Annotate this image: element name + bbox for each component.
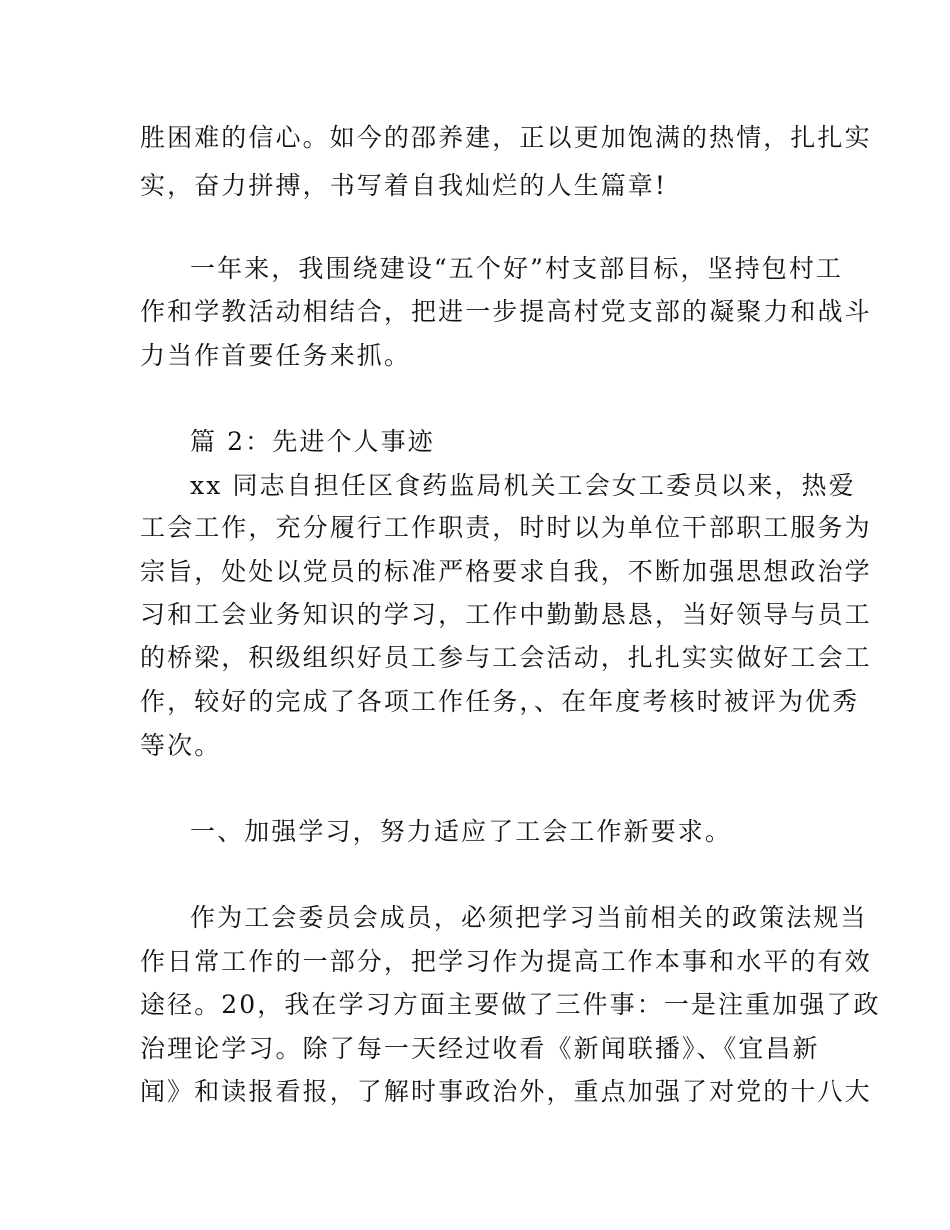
text-line: 作和学教活动相结合，把进一步提高村党支部的凝聚力和战斗 <box>140 297 872 326</box>
text-line: 作为工会委员会成员，必须把学习当前相关的政策法规当 <box>190 903 868 932</box>
text-line: 作，较好的完成了各项工作任务，、在年度考核时被评为优秀 <box>140 687 860 716</box>
text-line: 习和工会业务知识的学习，工作中勤勤恳恳，当好领导与员工 <box>140 600 872 629</box>
text-line: 力当作首要任务来抓。 <box>140 341 412 370</box>
section-heading: 篇 2：先进个人事迹 <box>190 427 435 456</box>
text-line: 的桥梁，积级组织好员工参与工会活动，扎扎实实做好工会工 <box>140 643 872 672</box>
text-line: 一年来，我围绕建设“五个好”村支部目标，坚持包村工 <box>190 254 844 283</box>
text-line: 胜困难的信心。如今的邵养建，正以更加饱满的热情，扎扎实 <box>140 123 872 152</box>
text-line: 等次。 <box>140 731 222 760</box>
text-line: 实，奋力拼搏，书写着自我灿烂的人生篇章! <box>140 171 668 200</box>
text-line: 途径。20，我在学习方面主要做了三件事：一是注重加强了政 <box>140 990 881 1019</box>
section-heading: 一、加强学习，努力适应了工会工作新要求。 <box>190 817 733 846</box>
text-line: 闻》和读报看报，了解时事政治外，重点加强了对党的十八大 <box>140 1077 872 1106</box>
text-line: 宗旨，处处以党员的标准严格要求自我，不断加强思想政治学 <box>140 557 872 586</box>
text-line: xx 同志自担任区食药监局机关工会女工委员以来，热爱 <box>190 471 856 500</box>
text-line: 工会工作，充分履行工作职责，时时以为单位干部职工服务为 <box>140 513 872 542</box>
text-line: 作日常工作的一部分，把学习作为提高工作本事和水平的有效 <box>140 947 872 976</box>
text-line: 治理论学习。除了每一天经过收看《新闻联播》、《宜昌新 <box>140 1034 820 1063</box>
